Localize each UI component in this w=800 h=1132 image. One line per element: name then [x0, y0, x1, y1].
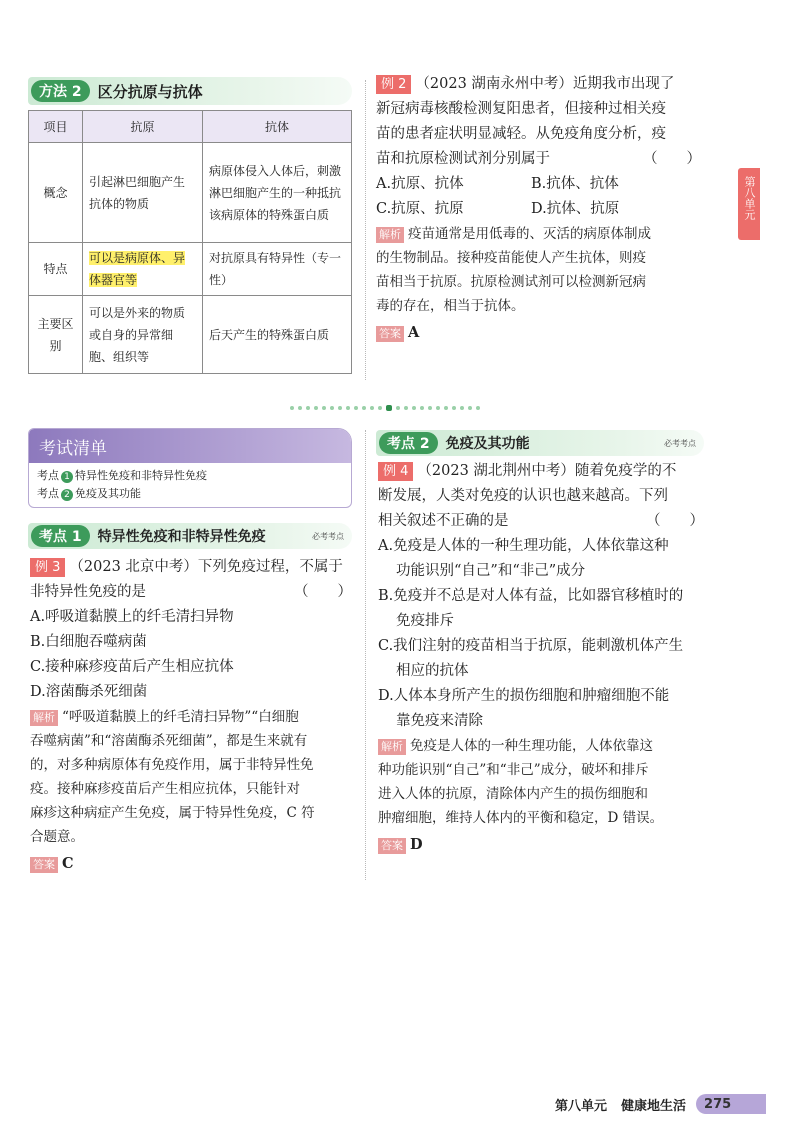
column-divider	[365, 80, 366, 380]
answer-value: C	[62, 855, 74, 872]
table-row	[29, 243, 352, 296]
exam-checklist	[28, 428, 352, 508]
analysis: 解析 疫苗通常是用低毒的、灭活的病原体制成 的生物制品。接种疫苗能使人产生抗体，则疫 苗相当于抗原。抗原检测试剂可以检测新冠病 毒的存在，相当于抗体。	[376, 226, 651, 314]
point1-tag: 考点 1	[31, 525, 90, 547]
answer-tag: 答案	[30, 857, 58, 873]
option: D.溶菌酶杀死细菌	[30, 684, 148, 700]
method-header	[28, 77, 352, 105]
section-divider	[290, 405, 480, 411]
option: D.人体本身所产生的损伤细胞和肿瘤细胞不能 靠免疫来清除	[378, 688, 670, 729]
unit-side-tab: 第八单元	[738, 168, 760, 240]
list-item: 考点 1 特异性免疫和非特异性免疫	[37, 469, 207, 482]
analysis-tag: 解析	[30, 710, 58, 726]
option: B.免疫并不总是对人体有益，比如器官移植时的 免疫排斥	[378, 588, 684, 629]
option: A.抗原、抗体	[376, 176, 464, 192]
answer-value: A	[408, 324, 420, 341]
table-header: 抗体	[203, 111, 352, 143]
method-title: 区分抗原与抗体	[97, 82, 203, 101]
example-3: 例 3 （2023 北京中考）下列免疫过程，不属于 非特异性免疫的是 （ ） A.呼吸道黏膜上的纤毛清扫异物 B.白细胞吞噬病菌 C.接种麻疹疫苗后产生相应抗体 D.溶菌酶杀死细菌 解析 “呼吸道黏膜上的纤毛清扫异物”“白细胞 吞噬病菌”和“溶菌酶杀死细菌”，都是生来就有 的，对多种病原体有免疫作用，属于非特异性免 疫。接种麻疹疫苗后产生相应抗体，只能针对 麻疹这种病症产生免疫，属于特异性免疫，C 符 合题意。 答案 C	[30, 559, 352, 872]
page-footer	[555, 1093, 766, 1115]
answer-paren: （ ）	[294, 584, 352, 600]
option: C.抗原、抗原	[376, 201, 464, 217]
point2-header	[376, 430, 704, 456]
analysis-tag: 解析	[378, 739, 406, 755]
table-row	[29, 296, 352, 374]
option: D.抗体、抗原	[531, 201, 620, 217]
example-tag: 例 2	[376, 75, 411, 94]
example-2: 例 2 （2023 湖南永州中考）近期我市出现了 新冠病毒核酸检测复阳患者，但接种过相关疫 苗的患者症状明显减轻。从免疫角度分析，疫 苗和抗原检测试剂分别属于 （ ） A.抗原、抗体 B.抗体、抗体 C.抗原、抗原 D.抗体、抗原 解析 疫苗通常是用低毒的、灭活的病原体制成 的生物制品。接种疫苗能使人产生抗体，则疫 苗相当于抗原。抗原检测试剂可以检测新冠病 毒的存在，相当于抗体。 答案 A	[376, 76, 701, 341]
method-tag: 方法 2	[31, 80, 90, 102]
analysis-tag: 解析	[376, 227, 404, 243]
answer-tag: 答案	[378, 838, 406, 854]
row-label: 概念	[29, 143, 83, 243]
table-header: 项目	[29, 111, 83, 143]
example-4: 例 4 （2023 湖北荆州中考）随着免疫学的不 断发展，人类对免疫的认识也越来越高。下列 相关叙述不正确的是 （ ） A.免疫是人体的一种生理功能，人体依靠这种 功能识别“自己”和“非己”成分 B.免疫并不总是对人体有益，比如器官移植时的 免疫排斥 C.我们注射的疫苗相当于抗原，能刺激机体产生 相应的抗体 D.人体本身所产生的损伤细胞和肿瘤细胞不能 靠免疫来清除 解析 免疫是人体的一种生理功能，人体依靠这 种功能识别“自己”和“非己”成分，破坏和排斥 进入人体的抗原，清除体内产生的损伤细胞和 肿瘤细胞，维持人体内的平衡和稳定，D 错误。 答案 D	[378, 463, 704, 853]
answer-value: D	[410, 836, 423, 853]
row-label: 特点	[29, 243, 83, 296]
antibody-cell: 病原体侵入人体后，刺激淋巴细胞产生的一种抵抗该病原体的特殊蛋白质	[203, 143, 352, 243]
antigen-cell: 可以是外来的物质或自身的异常细胞、组织等	[83, 296, 203, 374]
option: C.我们注射的疫苗相当于抗原，能刺激机体产生 相应的抗体	[378, 638, 684, 679]
row-label: 主要区别	[29, 296, 83, 374]
must-test-badge: 必考考点	[312, 531, 344, 541]
footer-title: 健康地生活	[621, 1098, 687, 1114]
point2-title: 免疫及其功能	[445, 436, 530, 452]
column-divider	[365, 430, 366, 880]
must-test-badge: 必考考点	[664, 438, 696, 448]
table-header-row	[29, 111, 352, 143]
list-item: 考点 2 免疫及其功能	[37, 487, 141, 500]
exam-checklist-title: 考试清单	[29, 429, 351, 463]
option: C.接种麻疹疫苗后产生相应抗体	[30, 659, 234, 675]
table-header: 抗原	[83, 111, 203, 143]
point2-tag: 考点 2	[379, 432, 438, 454]
option: A.呼吸道黏膜上的纤毛清扫异物	[30, 609, 234, 625]
point1-title: 特异性免疫和非特异性免疫	[97, 529, 266, 545]
comparison-table	[28, 110, 352, 374]
antibody-cell: 后天产生的特殊蛋白质	[203, 296, 352, 374]
answer-paren: （ ）	[646, 513, 704, 529]
example-tag: 例 4	[378, 462, 413, 481]
analysis: 解析 免疫是人体的一种生理功能，人体依靠这 种功能识别“自己”和“非己”成分，破坏和排斥 进入人体的抗原，清除体内产生的损伤细胞和 肿瘤细胞，维持人体内的平衡和稳定，D 错误。	[378, 738, 664, 826]
answer-tag: 答案	[376, 326, 404, 342]
analysis: 解析 “呼吸道黏膜上的纤毛清扫异物”“白细胞 吞噬病菌”和“溶菌酶杀死细菌”，都是生来就有 的，对多种病原体有免疫作用，属于非特异性免 疫。接种麻疹疫苗后产生相应抗体，只能针对 麻疹这种病症产生免疫，属于特异性免疫，C 符 合题意。	[30, 709, 315, 845]
table-row	[29, 143, 352, 243]
highlighted-text: 可以是病原体、异体器官等	[89, 251, 186, 287]
page-number: 275	[696, 1094, 766, 1114]
antigen-cell: 引起淋巴细胞产生抗体的物质	[83, 143, 203, 243]
example-tag: 例 3	[30, 558, 65, 577]
point1-header	[28, 523, 352, 549]
option: B.抗体、抗体	[531, 176, 619, 192]
option: B.白细胞吞噬病菌	[30, 634, 147, 650]
antigen-cell	[83, 243, 203, 296]
option: A.免疫是人体的一种生理功能，人体依靠这种 功能识别“自己”和“非己”成分	[378, 538, 669, 579]
footer-unit: 第八单元	[555, 1098, 608, 1114]
answer-paren: （ ）	[643, 151, 701, 167]
antibody-cell: 对抗原具有特异性（专一性）	[203, 243, 352, 296]
